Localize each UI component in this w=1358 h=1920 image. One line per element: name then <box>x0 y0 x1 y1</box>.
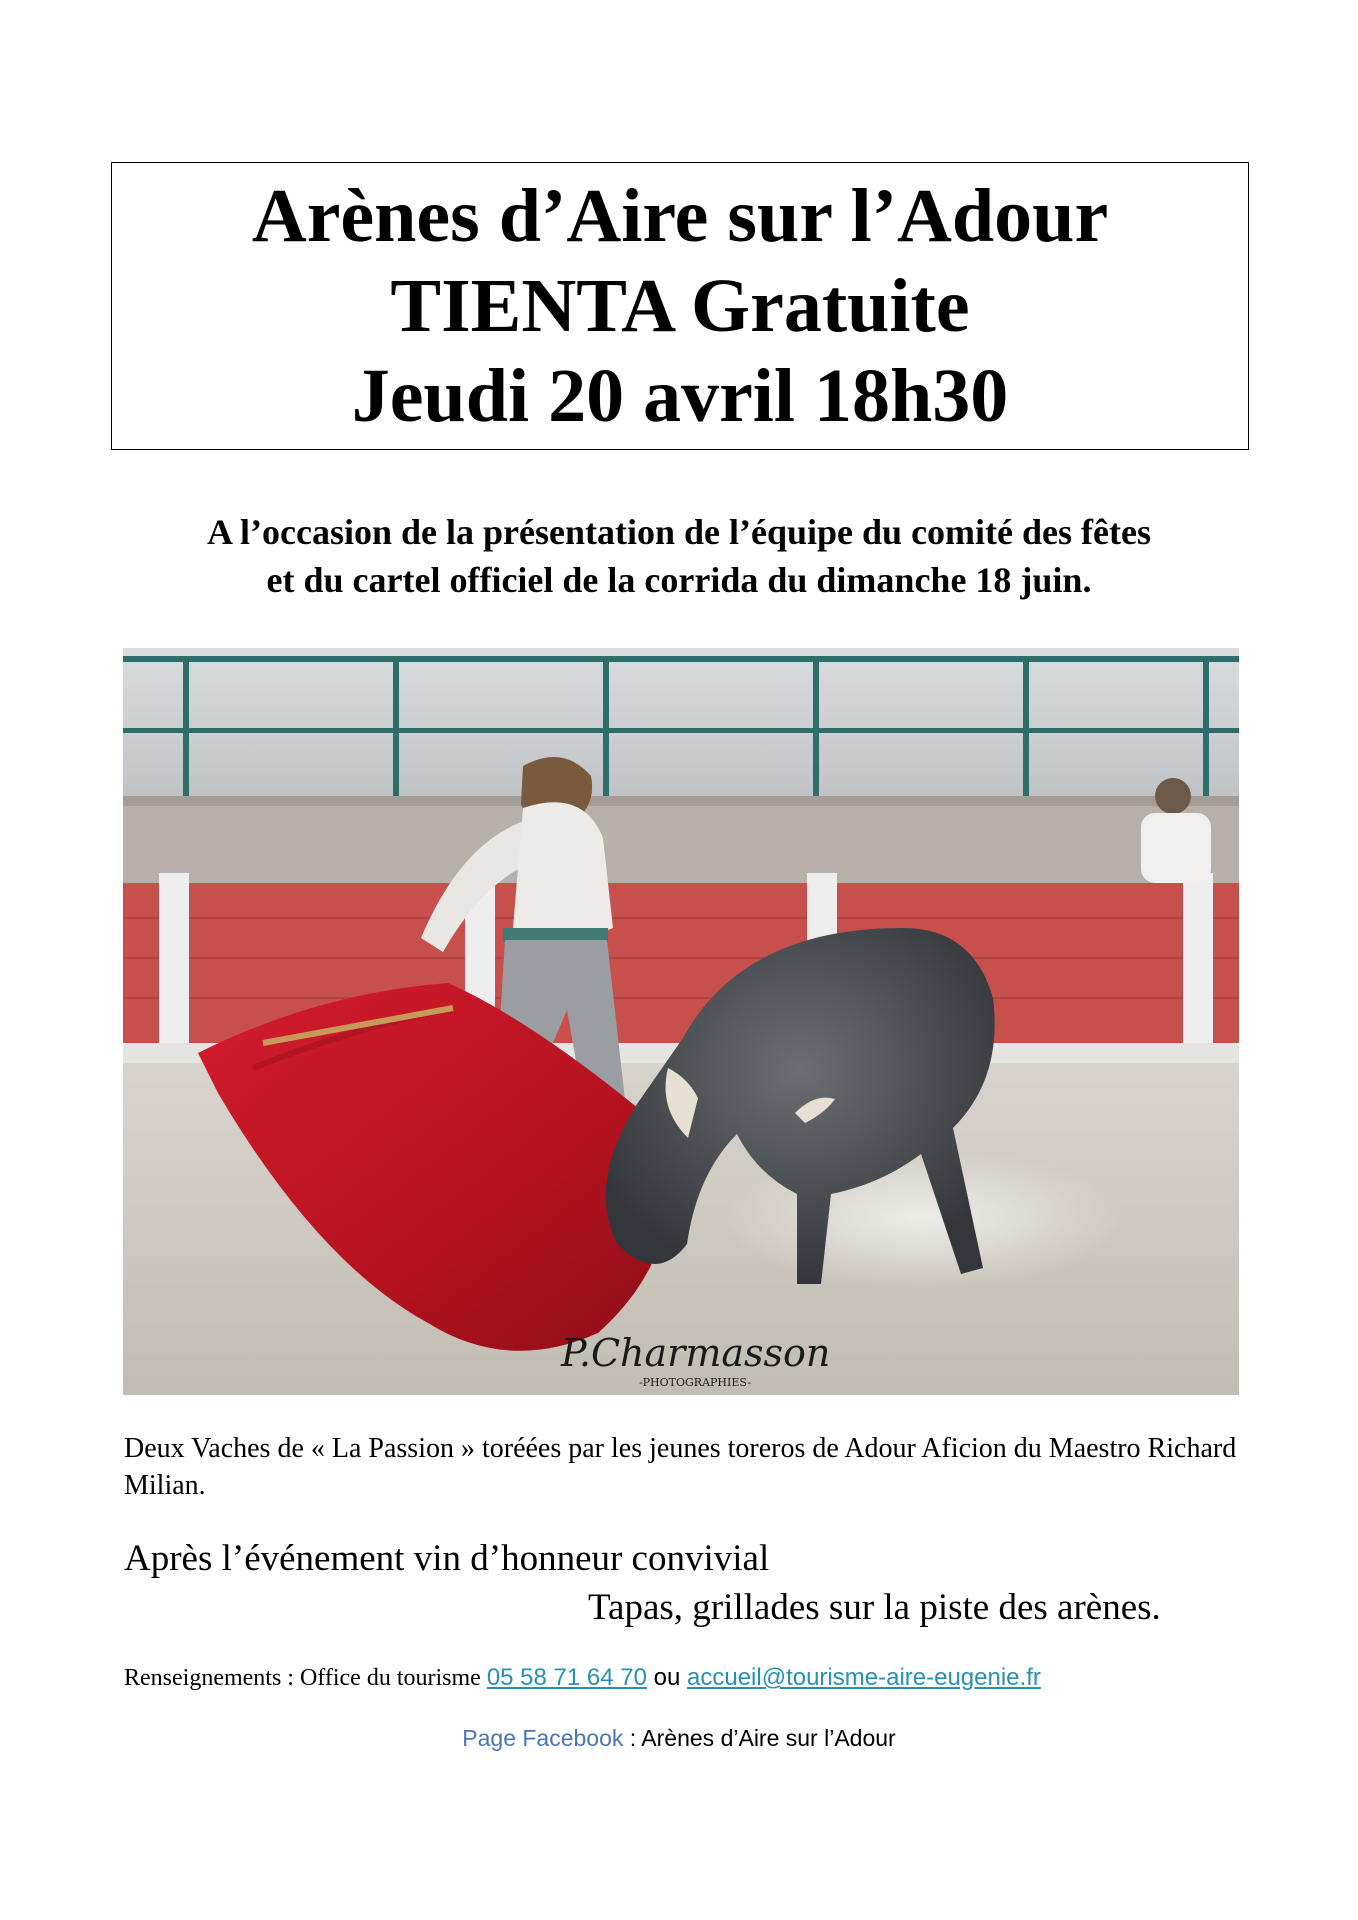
title-box <box>111 162 1249 450</box>
title-date: Jeudi 20 avril 18h30 <box>351 354 1009 438</box>
title-event: TIENTA Gratuite <box>390 264 970 348</box>
intro-text <box>0 508 1358 604</box>
facebook-link[interactable]: Page Facebook <box>462 1725 624 1751</box>
phone-link[interactable]: 05 58 71 64 70 <box>486 1664 647 1691</box>
info-separator: ou <box>646 1664 687 1691</box>
bullfight-photo <box>123 648 1239 1395</box>
after-event-line-2: Tapas, grillades sur la piste des arènes. <box>588 1587 1161 1628</box>
description-text: Deux Vaches de « La Passion » toréées par les jeunes toreros de Adour Aficion du Maestro Richard Milian. <box>124 1433 1237 1501</box>
info-line <box>124 1662 1041 1694</box>
email-link[interactable]: accueil@tourisme-aire-eugenie.fr <box>687 1664 1041 1691</box>
after-event-line-1: Après l’événement vin d’honneur convivial <box>124 1538 770 1579</box>
intro-line-1: A l’occasion de la présentation de l’équipe du comité des fêtes <box>207 512 1151 552</box>
info-label: Renseignements : Office du tourisme <box>124 1665 487 1691</box>
title-venue: Arènes d’Aire sur l’Adour <box>251 174 1109 258</box>
intro-line-2: et du cartel officiel de la corrida du dimanche 18 juin. <box>266 560 1092 600</box>
facebook-line <box>0 1722 1358 1754</box>
photo-signature-sub: -PHOTOGRAPHIES- <box>638 1376 752 1389</box>
photo-signature: P.Charmasson <box>561 1331 831 1375</box>
facebook-page-name: : Arènes d’Aire sur l’Adour <box>623 1725 896 1751</box>
